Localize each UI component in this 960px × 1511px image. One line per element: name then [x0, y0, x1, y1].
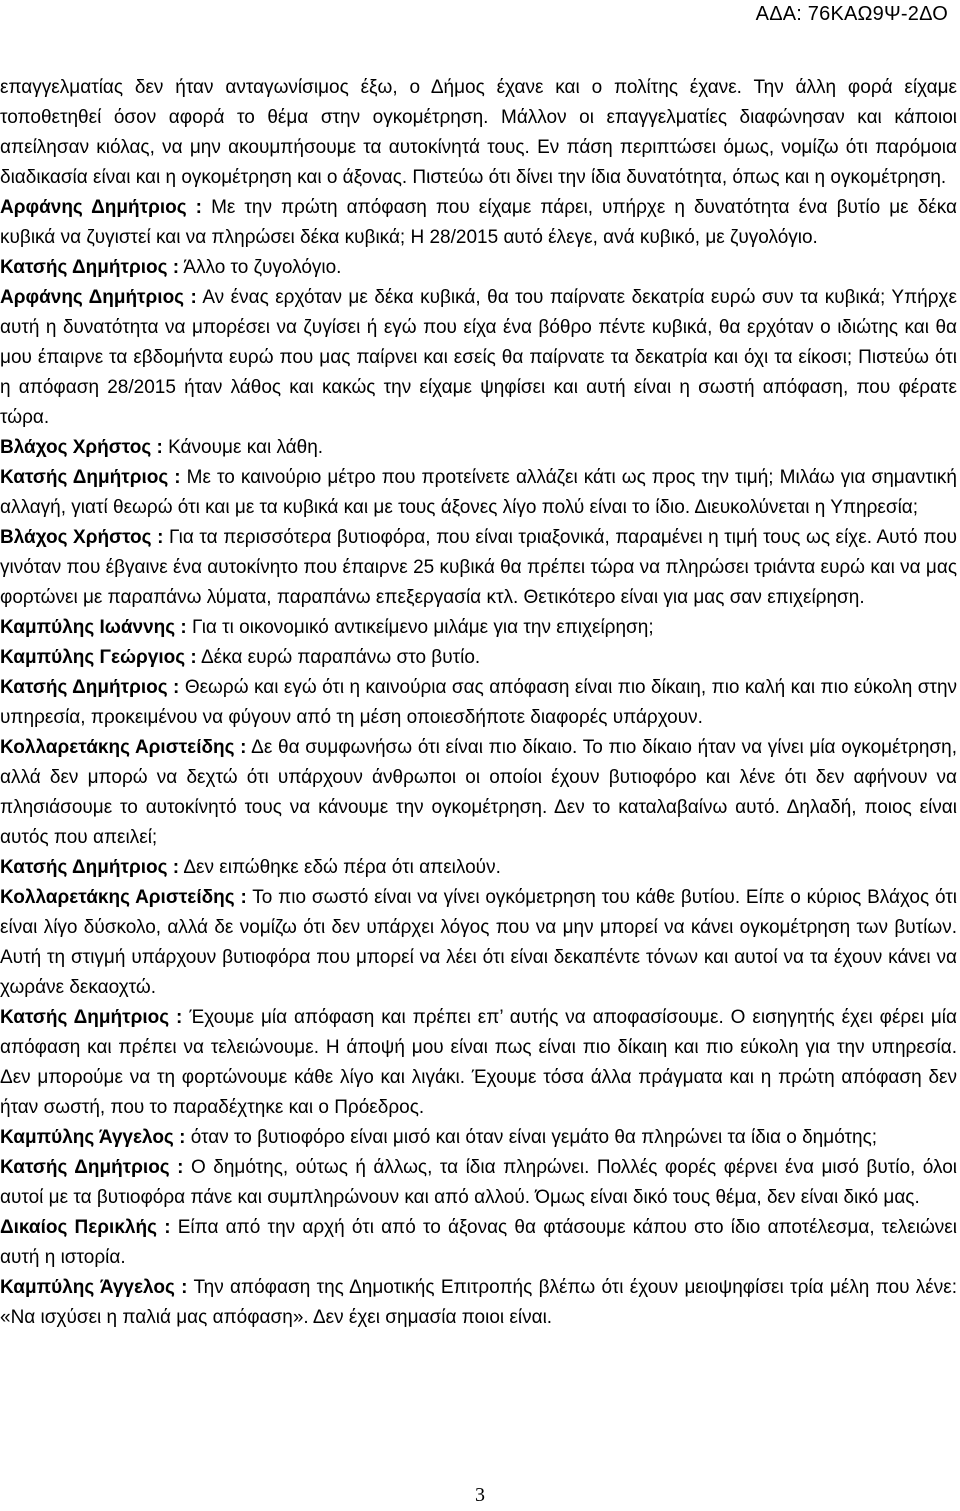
paragraph [0, 1273, 957, 1333]
paragraph-text: Θεωρώ και εγώ ότι η καινούρια σας απόφαση είναι πιο δίκαιη, πιο καλή και πιο εύκολη στην υπηρεσία, προκειμένου να φύγουν από τη μέση οποιεσδήποτε διαφορές υπάρχουν. [0, 677, 958, 728]
paragraph-text: Για τα περισσότερα βυτιοφόρα, που είναι τριαξονικά, παραμένει η τιμή τους ως είχε. Αυτό που γινόταν που έβγαινε ένα αυτοκίνητο που έπαιρνε 25 κυβικά θα πρέπει τώρα να πληρώσει τριάντα ευρώ και να μας φορτώνει με παραπάνω λύματα, παραπάνω επεξεργασία κτλ. Θετικότερο είναι για μας σαν επιχείρηση. [0, 527, 957, 608]
paragraph [0, 283, 957, 433]
paragraph-text: Την απόφαση της Δημοτικής Επιτροπής βλέπω ότι έχουν μειοψηφίσει τρία μέλη που λένε: «Να ισχύσει η παλιά μας απόφαση». Δεν έχει σημασία ποιοι είναι. [0, 1277, 957, 1328]
paragraph-text: Δεν ειπώθηκε εδώ πέρα ότι απειλούν. [183, 857, 501, 878]
paragraph [0, 1213, 957, 1273]
paragraph [0, 433, 957, 463]
paragraph-text: Δε θα συμφωνήσω ότι είναι πιο δίκαιο. Το πιο δίκαιο ήταν να γίνει μία ογκομέτρηση, αλλά δεν μπορώ να δεχτώ ότι υπάρχουν άνθρωποι οι οποίοι έχουν βυτιοφόρο και λένε ότι δεν αφήνουν να πλησιάσουμε το αυτοκίνητό τους να κάνουμε την ογκομέτρηση. Δεν το καταλαβαίνω αυτό. Δηλαδή, ποιος είναι αυτός που απειλεί; [0, 737, 957, 848]
paragraph [0, 1123, 957, 1153]
speaker-name: Κατσής Δημήτριος : [0, 857, 180, 878]
speaker-name: Αρφάνης Δημήτριος : [0, 287, 197, 308]
paragraph-text: όταν το βυτιοφόρο είναι μισό και όταν είναι γεμάτο θα πληρώνει τα ίδια ο δημότης; [190, 1127, 878, 1148]
paragraph-text: Είπα από την αρχή ότι από το άξονας θα φτάσουμε κάπου στο ίδιο αποτέλεσμα, τελειώνει αυτή η ιστορία. [0, 1217, 958, 1268]
paragraph-text: Για τι οικονομικό αντικείμενο μιλάμε για την επιχείρηση; [192, 617, 654, 638]
page-number: 3 [475, 1484, 485, 1506]
paragraph [0, 1003, 957, 1123]
paragraph [0, 643, 957, 673]
paragraph-text: Με την πρώτη απόφαση που είχαμε πάρει, υπήρχε η δυνατότητα ένα βυτίο με δέκα κυβικά να ζυγιστεί και να πληρώσει δέκα κυβικά; Η 28/2015 αυτό έλεγε, ανά κυβικό, με ζυγολόγιο. [0, 197, 957, 248]
speaker-name: Καμπύλης Γεώργιος : [0, 647, 197, 668]
paragraph [0, 1153, 957, 1213]
paragraph-text: Το πιο σωστό είναι να γίνει ογκόμετρηση του κάθε βυτίου. Είπε ο κύριος Βλάχος ότι είναι λίγο δύσκολο, αλλά δε νομίζω ότι δεν υπάρχει λόγος που να μην μπορεί να κάνει ογκομέτρηση των βυτίων. Αυτή τη στιγμή υπάρχουν βυτιοφόρα που μπορεί να λέει ότι είναι δεκαπέντε τόνων και αυτοί να τα έχουν κάνει να χωράνε δεκαοχτώ. [0, 887, 957, 998]
speaker-name: Κατσής Δημήτριος : [0, 677, 180, 698]
speaker-name: Βλάχος Χρήστος : [0, 437, 163, 458]
paragraph-text: Κάνουμε και λάθη. [168, 437, 324, 458]
paragraph [0, 73, 957, 193]
paragraph [0, 523, 957, 613]
ada-code: ΑΔΑ: 76ΚΑΩ9Ψ-2ΔΟ [755, 3, 948, 25]
speaker-name: Δικαίος Περικλής : [0, 1217, 171, 1238]
speaker-name: Κατσής Δημήτριος : [0, 257, 180, 278]
speaker-name: Καμπύλης Ιωάννης : [0, 617, 187, 638]
speaker-name: Βλάχος Χρήστος : [0, 527, 164, 548]
paragraph [0, 193, 957, 253]
minutes-body [0, 73, 957, 1333]
paragraph [0, 253, 957, 283]
paragraph-text: Με το καινούριο μέτρο που προτείνετε αλλάζει κάτι ως προς την τιμή; Μιλάω για σημαντική αλλαγή, γιατί θεωρώ ότι και με τα κυβικά και με τους άξονες λίγο πολύ είναι το ίδιο. Διευκολύνεται η Υπηρεσία; [0, 467, 957, 518]
paragraph [0, 613, 957, 643]
paragraph-text: Δέκα ευρώ παραπάνω στο βυτίο. [200, 647, 481, 668]
speaker-name: Αρφάνης Δημήτριος : [0, 197, 203, 218]
paragraph [0, 883, 957, 1003]
speaker-name: Καμπύλης Άγγελος : [0, 1127, 186, 1148]
paragraph-text: επαγγελματίας δεν ήταν ανταγωνίσιμος έξω, ο Δήμος έχανε και ο πολίτης έχανε. Την άλλη φορά είχαμε τοποθετηθεί όσον αφορά το θέμα στην ογκομέτρηση. Μάλλον οι επαγγελματίες διαφώνησαν και κάποιοι απείλησαν κιόλας, να μην ακουμπήσουμε τα αυτοκίνητά τους. Εν πάση περιπτώσει όμως, νομίζω ότι παρόμοια διαδικασία είναι και η ογκομέτρηση και ο άξονας. Πιστεύω ότι δίνει την ίδια δυνατότητα, όπως και η ογκομέτρηση. [0, 77, 957, 188]
paragraph-text: Άλλο το ζυγολόγιο. [183, 257, 342, 278]
paragraph-text: Αν ένας ερχόταν με δέκα κυβικά, θα του παίρνατε δεκατρία ευρώ συν τα κυβικά; Υπήρχε αυτή η δυνατότητα να μπορέσει να ζυγίσει ή εγώ που είχα ένα βόθρο πέντε κυβικά, θα ερχόταν ο ιδιώτης και θα μου έπαιρνε τα εβδομήντα ευρώ που μας παίρνει και εσείς θα παίρνατε τα δεκατρία και όχι τα είκοσι; Πιστεύω ότι η απόφαση 28/2015 ήταν λάθος και κακώς την είχαμε ψηφίσει και αυτή είναι η σωστή απόφαση, που φέρατε τώρα. [0, 287, 957, 428]
speaker-name: Κατσής Δημήτριος : [0, 1157, 184, 1178]
speaker-name: Κατσής Δημήτριος : [0, 1007, 183, 1028]
speaker-name: Κολλαρετάκης Αριστείδης : [0, 737, 247, 758]
paragraph [0, 673, 957, 733]
paragraph [0, 733, 957, 853]
speaker-name: Κατσής Δημήτριος : [0, 467, 181, 488]
speaker-name: Καμπύλης Άγγελος : [0, 1277, 188, 1298]
paragraph [0, 463, 957, 523]
paragraph [0, 853, 957, 883]
paragraph-text: Έχουμε μία απόφαση και πρέπει επ’ αυτής να αποφασίσουμε. Ο εισηγητής έχει φέρει μία απόφαση και πρέπει να τελειώνουμε. Η άποψή μου είναι πως είναι πιο δίκαιη και πιο εύκολη για την υπηρεσία. Δεν μπορούμε να τη φορτώνουμε κάθε λίγο και λιγάκι. Έχουμε τόσα άλλα πράγματα και η πρώτη απόφαση δεν ήταν σωστή, που το παραδέχτηκε και ο Πρόεδρος. [0, 1007, 958, 1118]
paragraph-text: Ο δημότης, ούτως ή άλλως, τα ίδια πληρώνει. Πολλές φορές φέρνει ένα μισό βυτίο, όλοι αυτοί με τα βυτιοφόρα πάνε και συμπληρώνουν και από αλλού. Όμως είναι δικό τους θέμα, δεν είναι δικό μας. [0, 1157, 957, 1208]
speaker-name: Κολλαρετάκης Αριστείδης : [0, 887, 247, 908]
